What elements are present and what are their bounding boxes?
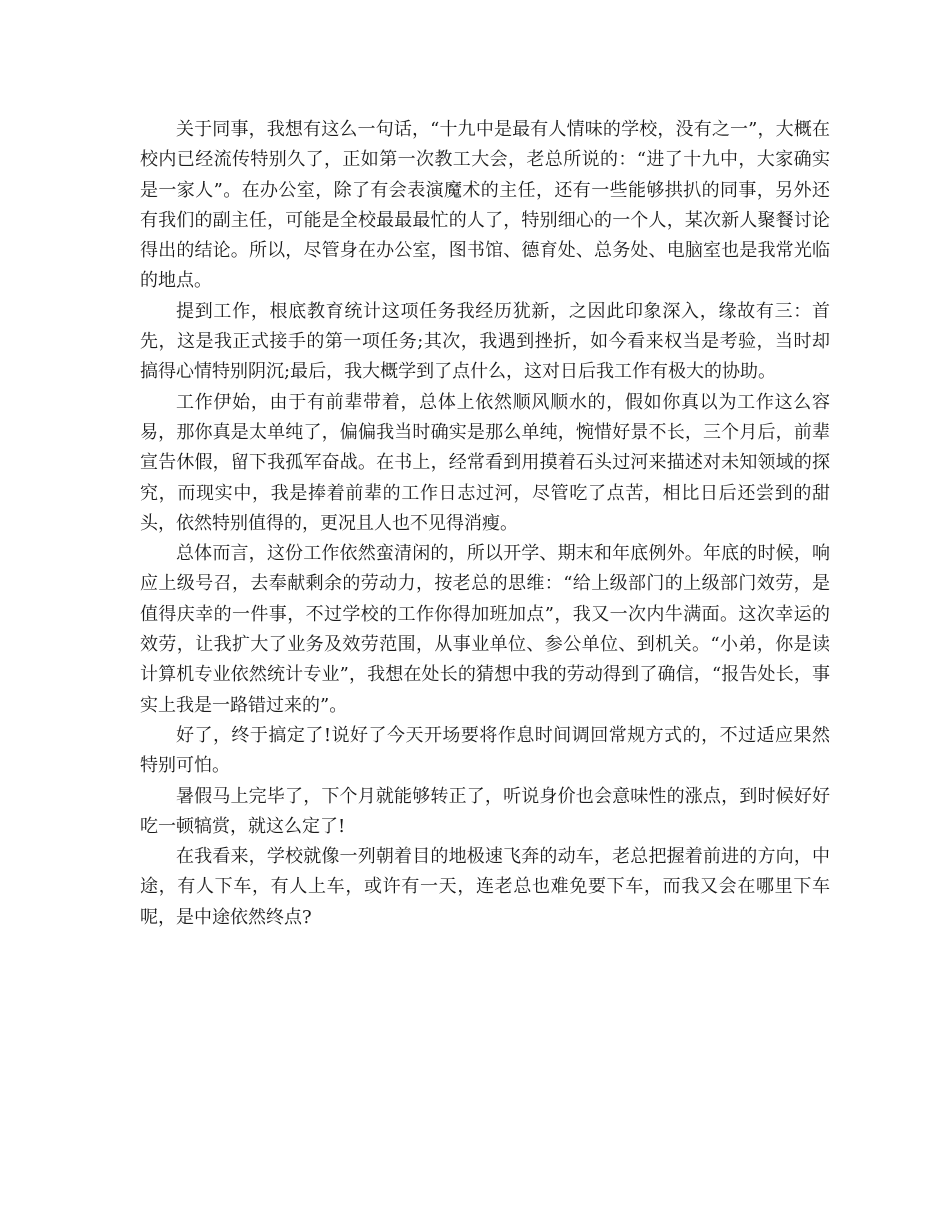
paragraph-train: 在我看来，学校就像一列朝着目的地极速飞奔的动车，老总把握着前进的方向，中途，有人下车，有人上车，或许有一天，连老总也难免要下车，而我又会在哪里下车呢，是中途依然终点? (140, 846, 830, 928)
paragraph-work-start: 工作伊始，由于有前辈带着，总体上依然顺风顺水的，假如你真以为工作这么容易，那你真是太单纯了，偏偏我当时确实是那么单纯，惋惜好景不长，三个月后，前辈宣告休假，留下我孤军奋战。在书上，经常看到用摸着石头过河来描述对未知领域的探究，而现实中，我是捧着前辈的工作日志过河，尽管吃了点苦，相比日后还尝到的甜头，依然特别值得的，更况且人也不见得消瘦。 (140, 391, 830, 534)
paragraph-work-intro: 提到工作，根底教育统计这项任务我经历犹新，之因此印象深入，缘故有三：首先，这是我正式接手的第一项任务;其次，我遇到挫折，如今看来权当是考验，当时却搞得心情特别阴沉;最后，我大概学到了点什么，这对日后我工作有极大的协助。 (140, 300, 830, 383)
paragraph-colleagues: 关于同事，我想有这么一句话，“十九中是最有人情味的学校，没有之一”，大概在校内已经流传特别久了，正如第一次教工大会，老总所说的：“进了十九中，大家确实是一家人”。在办公室，除了有会表演魔术的主任，还有一些能够拱扒的同事，另外还有我们的副主任，可能是全校最最最忙的人了，特别细心的一个人，某次新人聚餐讨论得出的结论。所以，尽管身在办公室，图书馆、德育处、总务处、电脑室也是我常光临的地点。 (140, 119, 830, 292)
paragraph-done: 好了，终于搞定了!说好了今天开场要将作息时间调回常规方式的，不过适应果然特别可怕。 (140, 724, 830, 777)
paragraph-year-end: 总体而言，这份工作依然蛮清闲的，所以开学、期末和年底例外。年底的时候，响应上级号召，去奉献剩余的劳动力，按老总的思维：“给上级部门的上级部门效劳，是值得庆幸的一件事，不过学校的工作你得加班加点”，我又一次内牛满面。这次幸运的效劳，让我扩大了业务及效劳范围，从事业单位、参公单位、到机关。“小弟，你是读计算机专业依然统计专业”，我想在处长的猜想中我的劳动得到了确信，“报告处长，事实上我是一路错过来的”。 (140, 543, 830, 716)
paragraph-summer: 暑假马上完毕了，下个月就能够转正了，听说身价也会意味性的涨点，到时候好好吃一顿犒赏，就这么定了! (140, 785, 830, 837)
document-body (140, 115, 830, 933)
